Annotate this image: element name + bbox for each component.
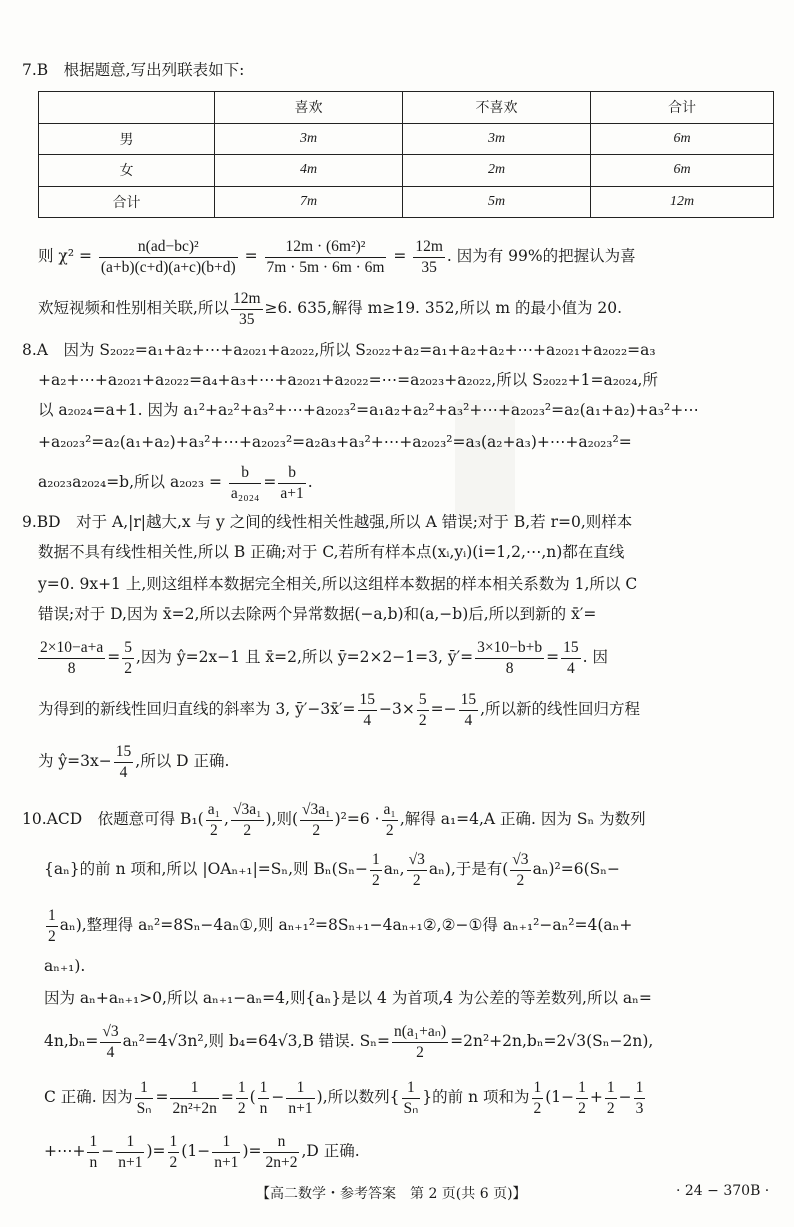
fraction: $\frac{1}{n}$ xyxy=(259,1078,268,1117)
text: 10.ACD 依题意可得 B₁( xyxy=(22,810,204,828)
text: ),则( xyxy=(265,810,299,828)
text: aₙ)²=6(Sₙ− xyxy=(532,860,620,878)
fraction: $\frac{1}{n+1}$ xyxy=(118,1132,143,1171)
fraction: $\frac{1}{3}$ xyxy=(635,1078,644,1117)
text: aₙ),于是有( xyxy=(428,860,509,878)
contingency-table xyxy=(38,91,774,218)
fraction: $\frac{1}{n}$ xyxy=(89,1132,98,1171)
fraction: $\frac{15}{4}$ xyxy=(563,638,579,677)
text: −3× xyxy=(379,700,415,718)
table-cell: 4m xyxy=(215,155,403,187)
text: ,所以 D 正确. xyxy=(135,752,230,770)
fraction: $\frac{1}{n+1}$ xyxy=(288,1078,313,1117)
fraction: $\frac{1}{\text{Sₙ}}$ xyxy=(136,1078,152,1117)
text: ( xyxy=(249,1088,256,1106)
text: . 因 xyxy=(582,648,608,666)
q10-line-6 xyxy=(44,1018,653,1064)
q9-line-4: 错误;对于 D,因为 x̄=2,所以去除两个异常数据(−a,b)和(a,−b)后,所以到新的 x̄′= xyxy=(38,605,597,623)
q9-line-2: 数据不具有线性相关性,所以 B 正确;对于 C,若所有样本点(xᵢ,yᵢ)(i=1,2,⋯,n)都在直线 xyxy=(38,543,625,561)
table-cell: 喜欢 xyxy=(215,92,403,124)
text: a₂₀₂₃a₂₀₂₄=b,所以 a₂₀₂₃ = xyxy=(38,473,222,491)
fraction: $\frac{\text{12m · (6m²)²}}{7m \cdot 5m \cdot 6m \cdot 6m}$ xyxy=(266,237,385,276)
text: aₙ²=4√3n²,则 b₄=64√3,B 错误. Sₙ= xyxy=(122,1032,390,1050)
text: = xyxy=(155,1088,169,1106)
table-cell: 6m xyxy=(591,155,774,187)
fraction: $\frac{5}{2}$ xyxy=(124,638,132,677)
text: }的前 n 项和为 xyxy=(422,1088,530,1106)
text: . xyxy=(307,473,313,491)
table-row xyxy=(39,155,774,187)
table-cell: 合计 xyxy=(39,186,215,218)
q9-line-1: 9.BD 对于 A,|r|越大,x 与 y 之间的线性相关性越强,所以 A 错误;对于 B,若 r=0,则样本 xyxy=(22,513,633,531)
fraction: $\frac{15}{4}$ xyxy=(460,690,477,729)
fraction: $\frac{n}{2n+2}$ xyxy=(265,1132,298,1171)
fraction: $\frac{1}{2}$ xyxy=(169,1132,178,1171)
fraction: $\frac{b}{\text{a₂₀₂₄}}$ xyxy=(230,463,260,502)
fraction: $\frac{1}{2}$ xyxy=(48,906,56,945)
q9-line-6 xyxy=(38,686,640,732)
page-footer: 【高二数学・参考答案 第 2 页(共 6 页)】 xyxy=(256,1186,527,1202)
fraction: $\frac{5}{2}$ xyxy=(418,690,427,729)
q10-line-8 xyxy=(44,1128,360,1174)
q8-line-3: 以 a₂₀₂₄=a+1. 因为 a₁²+a₂²+a₃²+⋯+a₂₀₂₃²=a₁a₂+a₂²+a₃²+⋯+a₂₀₂₃²=a₂(a₁+a₂)+a₃²+⋯ xyxy=(38,401,699,419)
text: = xyxy=(263,473,277,491)
text: ,D 正确. xyxy=(301,1142,360,1160)
q7-heading: 7.B 根据题意,写出列联表如下: xyxy=(22,61,245,79)
q10-line-5: 因为 aₙ+aₙ₊₁>0,所以 aₙ₊₁−aₙ=4,则{aₙ}是以 4 为首项,4 为公差的等差数列,所以 aₙ= xyxy=(44,989,652,1007)
q7-conclusion-line xyxy=(38,286,622,330)
table-cell: 合计 xyxy=(591,92,774,124)
text: )= xyxy=(146,1142,166,1160)
text: , xyxy=(224,810,229,828)
text: − xyxy=(101,1142,115,1160)
fraction: $\frac{1}{\text{2n²+2n}}$ xyxy=(172,1078,217,1117)
text: 为得到的新线性回归直线的斜率为 3, ȳ′−3x̄′= xyxy=(38,700,356,718)
table-cell: 7m xyxy=(215,186,403,218)
table-cell: 3m xyxy=(215,123,403,155)
q8-line-4: +a₂₀₂₃²=a₂(a₁+a₂)+a₃²+⋯+a₂₀₂₃²=a₂a₃+a₃²+⋯+a₂₀₂₃²=a₃(a₂+a₃)+⋯+a₂₀₂₃²= xyxy=(38,433,632,451)
fraction: $\frac{\text{√3a₁}}{2}$ xyxy=(302,800,331,839)
table-cell: 5m xyxy=(403,186,591,218)
q9-line-7 xyxy=(38,738,229,784)
text: . 因为有 99%的把握认为喜 xyxy=(446,247,636,265)
q10-line-7 xyxy=(44,1074,647,1120)
q9-line-5 xyxy=(36,634,608,680)
table-cell: 6m xyxy=(591,123,774,155)
q10-line-4: aₙ₊₁). xyxy=(44,957,86,975)
q8-line-2: +a₂+⋯+a₂₀₂₁+a₂₀₂₂=a₄+a₃+⋯+a₂₀₂₁+a₂₀₂₂=⋯=a₂₀₂₃+a₂₀₂₂,所以 S₂₀₂₂+1=a₂₀₂₄,所 xyxy=(38,371,658,389)
q10-line-1 xyxy=(22,796,646,842)
fraction: $\frac{\text{n(a₁+aₙ)}}{2}$ xyxy=(393,1022,447,1061)
q10-line-3 xyxy=(44,902,632,948)
table-cell: 男 xyxy=(39,123,215,155)
table-row xyxy=(39,186,774,218)
q9-line-3: y=0. 9x+1 上,则这组样本数据完全相关,所以这组样本数据的样本相关系数为 1,所以 C xyxy=(38,575,638,593)
q8-line-5 xyxy=(38,460,313,504)
text: ,所以新的线性回归方程 xyxy=(480,700,641,718)
fraction: $\frac{1}{2}$ xyxy=(237,1078,246,1117)
text: = xyxy=(220,1088,234,1106)
fraction: $\frac{\text{n(ad−bc)²}}{(a+b)(c+d)(a+c)(b+d)}$ xyxy=(100,237,236,276)
text: =− xyxy=(430,700,457,718)
fraction: $\frac{12m}{35}$ xyxy=(415,237,443,276)
table-cell: 3m xyxy=(403,123,591,155)
text: 4n,bₙ= xyxy=(44,1032,99,1050)
text: − xyxy=(271,1088,285,1106)
fraction: $\frac{\text{√3a₁}}{2}$ xyxy=(232,800,262,839)
text: = xyxy=(546,648,560,666)
q8-line-1: 8.A 因为 S₂₀₂₂=a₁+a₂+⋯+a₂₀₂₁+a₂₀₂₂,所以 S₂₀₂₂+a₂=a₁+a₂+a₂+⋯+a₂₀₂₁+a₂₀₂₂=a₃ xyxy=(22,341,656,359)
fraction: $\frac{\text{a₁}}{2}$ xyxy=(383,800,396,839)
text: )²=6 · xyxy=(334,810,380,828)
fraction: $\frac{1}{2}$ xyxy=(371,850,380,889)
fraction: $\frac{15}{4}$ xyxy=(359,690,376,729)
text: (1− xyxy=(181,1142,211,1160)
page-code: · 24 − 370B · xyxy=(676,1183,770,1199)
text: aₙ),整理得 aₙ²=8Sₙ−4aₙ①,则 aₙ₊₁²=8Sₙ₊₁−4aₙ₊₁②,②−①得 aₙ₊₁²−aₙ²=4(aₙ+ xyxy=(59,916,633,934)
fraction: $\frac{1}{\text{Sₙ}}$ xyxy=(403,1078,419,1117)
text: 则 χ² = xyxy=(38,247,92,265)
text: =2n²+2n,bₙ=2√3(Sₙ−2n), xyxy=(450,1032,654,1050)
text: )= xyxy=(242,1142,262,1160)
fraction: $\frac{3\times 10-b+b}{8}$ xyxy=(477,638,543,677)
fraction: $\frac{√3}{2}$ xyxy=(512,850,529,889)
fraction: $\frac{b}{a+1}$ xyxy=(280,463,304,502)
table-cell: 12m xyxy=(591,186,774,218)
text: 为 ŷ=3x− xyxy=(38,752,112,770)
fraction: $\frac{15}{4}$ xyxy=(115,742,132,781)
table-cell xyxy=(39,92,215,124)
fraction: $\frac{12m}{35}$ xyxy=(232,289,261,328)
table-row xyxy=(39,123,774,155)
text: ),所以数列{ xyxy=(316,1088,400,1106)
fraction: $\frac{2\times 10-a+a}{8}$ xyxy=(40,638,104,677)
fraction: $\frac{1}{2}$ xyxy=(606,1078,615,1117)
text: − xyxy=(618,1088,632,1106)
text: {aₙ}的前 n 项和,所以 |OAₙ₊₁|=Sₙ,则 Bₙ(Sₙ− xyxy=(44,860,368,878)
text: aₙ, xyxy=(383,860,405,878)
text: ≥6. 635,解得 m≥19. 352,所以 m 的最小值为 20. xyxy=(264,299,623,317)
fraction: $\frac{\text{a₁}}{2}$ xyxy=(207,800,221,839)
fraction: $\frac{1}{n+1}$ xyxy=(214,1132,239,1171)
q7-chi-square-line: 则 χ² = $\frac{\text{n(ad−bc)²}}{(a+b)(c+d)(a+c)(b+d)}$ = $\frac{\text{12m · (6m²)²}}{7m \cdot 5m \cdot 6m \cdot 6m}$ = $\frac{12m}{35}$ . 因为有 99%的把握认为喜 xyxy=(38,237,636,276)
fraction: $\frac{1}{2}$ xyxy=(578,1078,586,1117)
text: 欢短视频和性别相关联,所以 xyxy=(38,299,229,317)
text: (1− xyxy=(545,1088,575,1106)
table-cell: 女 xyxy=(39,155,215,187)
table-cell: 不喜欢 xyxy=(403,92,591,124)
text: ,因为 ŷ=2x−1 且 x̄=2,所以 ȳ=2×2−1=3, ȳ′= xyxy=(135,648,474,666)
text: ,解得 a₁=4,A 正确. 因为 Sₙ 为数列 xyxy=(399,810,646,828)
table-cell: 2m xyxy=(403,155,591,187)
text: = xyxy=(107,648,121,666)
text: +⋯+ xyxy=(44,1142,86,1160)
text: C 正确. 因为 xyxy=(44,1088,133,1106)
fraction: $\frac{√3}{2}$ xyxy=(408,850,425,889)
q10-line-2 xyxy=(44,846,620,892)
fraction: $\frac{1}{2}$ xyxy=(533,1078,542,1117)
text: + xyxy=(589,1088,603,1106)
table-header-row xyxy=(39,92,774,124)
fraction: $\frac{√3}{4}$ xyxy=(102,1022,119,1061)
